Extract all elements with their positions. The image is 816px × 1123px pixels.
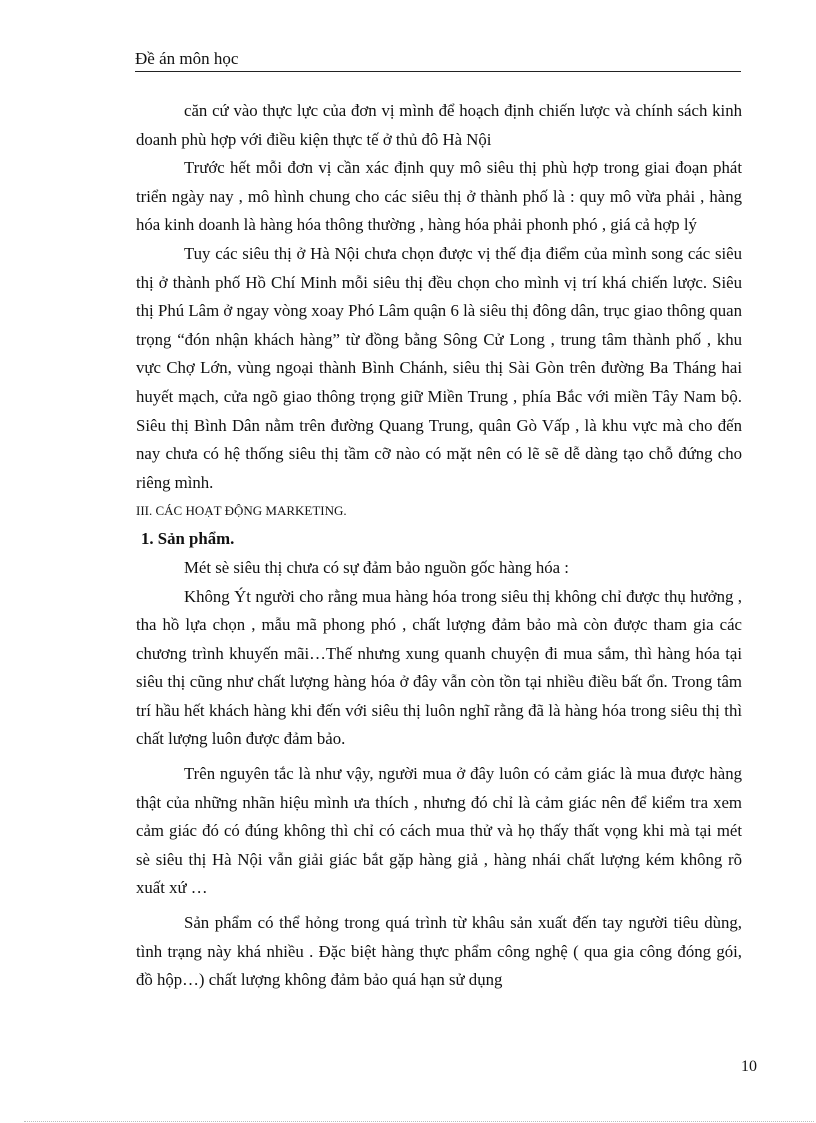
paragraph: Trước hết mỗi đơn vị cần xác định quy mô siêu thị phù hợp trong giai đoạn phát triển ngày nay , mô hình chung cho các siêu thị ở thành phố là : quy mô vừa phải , hàng hóa kinh doanh là hàng hóa thông thường , hàng hóa phải phonh phó , giá cả hợp lý: [136, 158, 742, 235]
running-header: Đề án môn học: [135, 48, 741, 72]
paragraph: Trên nguyên tắc là như vậy, người mua ở đây luôn có cảm giác là mua được hàng thật của những nhãn hiệu mình ưa thích , nhưng đó chỉ là cảm giác nên để kiểm tra xem cảm giác đó có đúng không thì chỉ có cách mua thử và họ thấy thất vọng khi mà tại mét sè siêu thị Hà Nội vẫn giải giác bắt gặp hàng giả , hàng nhái chất lượng kém không rõ xuất xứ …: [136, 764, 742, 898]
paragraph: Sản phẩm có thể hỏng trong quá trình từ khâu sản xuất đến tay người tiêu dùng, tình trạng này khá nhiều . Đặc biệt hàng thực phẩm công nghệ ( qua gia công đóng gói, đồ hộp…) chất lượng không đảm bảo quá hạn sử dụng: [136, 913, 742, 990]
document-body: [136, 97, 742, 995]
paragraph: Tuy các siêu thị ở Hà Nội chưa chọn được vị thế địa điểm của mình song các siêu thị ở thành phố Hồ Chí Minh mỗi siêu thị đều chọn cho mình vị trí khá chiến lược. Siêu thị Phú Lâm ở ngay vòng xoay Phó Lâm quận 6 là siêu thị đông dân, trục giao thông quan trọng “đón nhận khách hàng” từ đồng bằng Sông Cử Long , trung tâm thành phố , khu vực Chợ Lớn, vùng ngoại thành Bình Chánh, siêu thị Sài Gòn trên đường Ba Tháng hai huyết mạch, cửa ngõ giao thông trọng giữ Miền Trung , phía Bắc với miền Tây Nam bộ. Siêu thị Bình Dân nằm trên đường Quang Trung, quân Gò Vấp , là khu vực mà cho đến nay chưa có hệ thống siêu thị tầm cỡ nào có mặt nên có lẽ sẽ dễ dàng tạo chỗ đứng cho riêng mình.: [136, 243, 742, 492]
page-bottom-rule: [24, 1121, 814, 1122]
paragraph: căn cứ vào thực lực của đơn vị mình để hoạch định chiến lược và chính sách kinh doanh phù hợp với điều kiện thực tế ở thủ đô Hà Nội: [136, 101, 742, 149]
page-number: 10: [741, 1058, 757, 1075]
section-heading: III. CÁC HOẠT ĐỘNG MARKETING.: [136, 503, 347, 519]
paragraph: Không Ýt người cho rằng mua hàng hóa trong siêu thị không chỉ được thụ hưởng , tha hồ lựa chọn , mẫu mã phong phó , chất lượng đảm bảo mà còn được tham gia các chương trình khuyến mãi…Thế nhưng xung quanh chuyện đi mua sắm, thì hàng hóa tại siêu thị cũng như chất lượng hàng hóa ở đây vẫn còn tồn tại nhiều điều bất ổn. Trong tâm trí hầu hết khách hàng khi đến với siêu thị luôn nghĩ rằng đã là hàng hóa trong siêu thị thì chất lượng luôn được đảm bảo.: [136, 586, 742, 749]
subsection-heading: 1. Sản phẩm.: [141, 529, 235, 549]
paragraph: Mét sè siêu thị chưa có sự đảm bảo nguồn gốc hàng hóa :: [184, 557, 569, 577]
